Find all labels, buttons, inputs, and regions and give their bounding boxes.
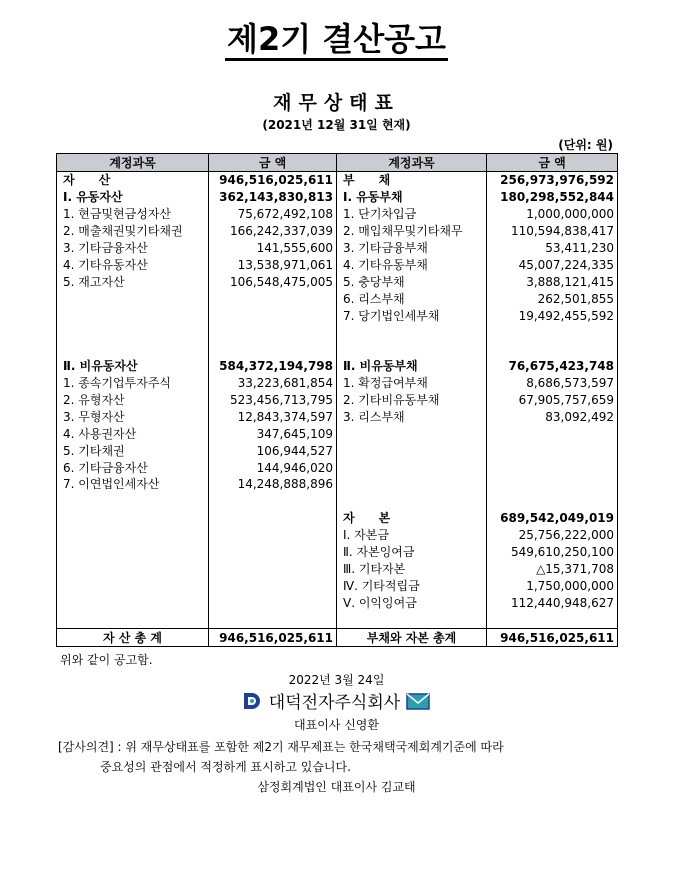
right-account-cell: 1. 확정급여부채 [337, 375, 487, 392]
right-amount-cell: 76,675,423,748 [508, 359, 614, 374]
right-amount-cell: 256,973,976,592 [500, 173, 614, 188]
table-row [57, 510, 618, 527]
left-amount-cell: 33,223,681,854 [209, 375, 337, 392]
right-amount-cell: 45,007,224,335 [518, 257, 614, 272]
right-account-cell: 3. 기타금융부채 [337, 240, 487, 257]
page-title: 제2기 결산공고 [0, 14, 673, 60]
table-row [57, 527, 618, 544]
right-account-cell: 자 본 [337, 510, 487, 527]
publish-date: 2022년 3월 24일 [288, 673, 385, 687]
left-amount-cell: 144,946,020 [209, 459, 337, 476]
table-row [57, 392, 618, 409]
table-header-row [57, 154, 618, 172]
right-amount-cell: 3,888,121,415 [526, 274, 614, 289]
right-account-cell: 6. 리스부채 [337, 290, 487, 307]
total-assets-label: 자 산 총 계 [57, 629, 209, 647]
right-amount-cell: 180,298,552,844 [500, 190, 614, 205]
left-amount-cell [209, 577, 337, 594]
table-row [57, 273, 618, 290]
right-account-cell: 2. 매입채무및기타채무 [337, 223, 487, 240]
header-amount-right: 금 액 [487, 154, 618, 172]
left-account-cell [57, 290, 209, 307]
right-account-cell: 2. 기타비유동부채 [337, 392, 487, 409]
left-amount-cell [209, 527, 337, 544]
left-account-cell [57, 527, 209, 544]
table-row [57, 256, 618, 273]
right-account-cell: Ⅱ. 비유동부채 [337, 358, 487, 375]
right-amount-cell: 262,501,855 [537, 291, 614, 306]
statement-title: 재무상태표 [273, 92, 400, 114]
notice-text: 위와 같이 공고함. [60, 653, 153, 667]
left-amount-cell [209, 324, 337, 341]
right-account-cell [337, 493, 487, 510]
left-amount-cell: 166,242,337,039 [209, 223, 337, 240]
table-row [57, 459, 618, 476]
table-row [57, 408, 618, 425]
right-account-cell: 5. 충당부채 [337, 273, 487, 290]
table-row [57, 442, 618, 459]
left-amount-cell [209, 290, 337, 307]
right-account-cell: 1. 단기차입금 [337, 206, 487, 223]
right-amount-cell: 8,686,573,597 [526, 376, 614, 391]
company-signature [0, 688, 673, 716]
right-amount-cell: 19,492,455,592 [518, 308, 614, 323]
left-account-cell [57, 577, 209, 594]
right-account-cell [337, 476, 487, 493]
table-row [57, 358, 618, 375]
total-liab-equity-label: 부채와 자본 총계 [337, 629, 487, 647]
right-amount-cell: 83,092,492 [545, 409, 614, 424]
right-amount-cell: 53,411,230 [545, 241, 614, 255]
right-account-cell [337, 459, 487, 476]
table-row [57, 290, 618, 307]
left-amount-cell: 584,372,194,798 [209, 358, 337, 375]
right-account-cell: Ⅴ. 이익잉여금 [337, 594, 487, 611]
left-amount-cell: 362,143,830,813 [209, 189, 337, 206]
right-amount-cell: 689,542,049,019 [500, 511, 614, 526]
left-amount-cell [209, 493, 337, 510]
table-row [57, 611, 618, 628]
left-account-cell: 자 산 [57, 172, 209, 189]
left-account-cell: 5. 재고자산 [57, 273, 209, 290]
left-amount-cell: 14,248,888,896 [209, 476, 337, 493]
company-name: 대덕전자주식회사 [268, 693, 401, 713]
right-account-cell [337, 425, 487, 442]
table-row [57, 189, 618, 206]
right-account-cell: 3. 리스부채 [337, 408, 487, 425]
left-amount-cell [209, 510, 337, 527]
right-amount-cell: 1,000,000,000 [526, 207, 614, 222]
table-row [57, 594, 618, 611]
right-amount-cell: 110,594,838,417 [510, 224, 614, 239]
right-amount-cell [487, 611, 618, 628]
audit-opinion-line2: 중요성의 관점에서 적정하게 표시하고 있습니다. [100, 760, 351, 774]
left-amount-cell [209, 560, 337, 577]
right-amount-cell: 67,905,757,659 [518, 393, 614, 408]
right-amount-cell: 25,756,222,000 [518, 528, 614, 543]
table-row [57, 560, 618, 577]
left-account-cell: 2. 매출채권및기타채권 [57, 223, 209, 240]
right-amount-cell [487, 341, 618, 358]
left-account-cell [57, 493, 209, 510]
left-amount-cell: 141,555,600 [209, 240, 337, 257]
right-account-cell [337, 442, 487, 459]
right-account-cell: 7. 당기법인세부채 [337, 307, 487, 324]
right-amount-cell [487, 476, 618, 493]
left-account-cell: 4. 사용권자산 [57, 425, 209, 442]
table-row [57, 375, 618, 392]
left-amount-cell: 12,843,374,597 [209, 408, 337, 425]
left-account-cell [57, 544, 209, 561]
right-account-cell: Ⅳ. 기타적립금 [337, 577, 487, 594]
left-account-cell: 3. 기타금융자산 [57, 240, 209, 257]
left-account-cell [57, 594, 209, 611]
left-account-cell [57, 324, 209, 341]
left-amount-cell [209, 594, 337, 611]
table-row [57, 476, 618, 493]
balance-sheet-table [56, 153, 618, 647]
table-row [57, 577, 618, 594]
right-account-cell: Ⅲ. 기타자본 [337, 560, 487, 577]
right-amount-cell: △15,371,708 [536, 561, 614, 576]
table-row [57, 240, 618, 257]
left-amount-cell [209, 341, 337, 358]
right-account-cell: 4. 기타유동부채 [337, 256, 487, 273]
left-account-cell [57, 510, 209, 527]
header-amount-left: 금 액 [209, 154, 337, 172]
left-account-cell: Ⅰ. 유동자산 [57, 189, 209, 206]
table-row [57, 206, 618, 223]
right-account-cell: 부 채 [337, 172, 487, 189]
left-account-cell [57, 307, 209, 324]
table-row [57, 223, 618, 240]
table-row [57, 307, 618, 324]
left-amount-cell: 523,456,713,795 [209, 392, 337, 409]
right-amount-cell [487, 442, 618, 459]
header-account-left: 계정과목 [57, 154, 209, 172]
unit-label: (단위: 원) [558, 138, 613, 152]
right-account-cell: Ⅰ. 자본금 [337, 527, 487, 544]
auditor-name: 삼정회계법인 대표이사 김교태 [257, 780, 416, 794]
left-account-cell: 5. 기타채권 [57, 442, 209, 459]
company-logo-icon [243, 691, 263, 716]
left-amount-cell: 106,548,475,005 [209, 273, 337, 290]
left-account-cell: 6. 기타금융자산 [57, 459, 209, 476]
right-account-cell: Ⅰ. 유동부채 [337, 189, 487, 206]
audit-opinion-line1: [감사의견] : 위 재무상태표를 포함한 제2기 재무제표는 한국채택국제회계기준에 따라 [58, 740, 504, 754]
right-account-cell [337, 324, 487, 341]
left-account-cell: 4. 기타유동자산 [57, 256, 209, 273]
table-row [57, 544, 618, 561]
left-amount-cell: 347,645,109 [209, 425, 337, 442]
left-amount-cell: 13,538,971,061 [209, 256, 337, 273]
left-account-cell [57, 560, 209, 577]
total-row [57, 629, 618, 647]
left-amount-cell [209, 611, 337, 628]
right-amount-cell [487, 459, 618, 476]
total-assets-amount: 946,516,025,611 [209, 629, 337, 647]
table-row [57, 425, 618, 442]
right-amount-cell [487, 324, 618, 341]
left-account-cell: Ⅱ. 비유동자산 [57, 358, 209, 375]
left-account-cell [57, 341, 209, 358]
table-row [57, 341, 618, 358]
total-liab-equity-amount: 946,516,025,611 [487, 629, 618, 647]
left-account-cell: 7. 이연법인세자산 [57, 476, 209, 493]
table-row [57, 493, 618, 510]
right-account-cell [337, 341, 487, 358]
left-amount-cell: 106,944,527 [209, 442, 337, 459]
right-amount-cell: 1,750,000,000 [526, 578, 614, 593]
right-account-cell [337, 611, 487, 628]
right-amount-cell [487, 493, 618, 510]
left-account-cell [57, 611, 209, 628]
right-amount-cell: 549,610,250,100 [510, 545, 614, 560]
right-account-cell: Ⅱ. 자본잉여금 [337, 544, 487, 561]
left-amount-cell: 75,672,492,108 [209, 206, 337, 223]
header-account-right: 계정과목 [337, 154, 487, 172]
company-seal-icon [406, 691, 430, 716]
left-amount-cell [209, 544, 337, 561]
table-body [57, 172, 618, 629]
table-row [57, 172, 618, 189]
right-amount-cell [487, 425, 618, 442]
left-account-cell: 1. 종속기업투자주식 [57, 375, 209, 392]
left-amount-cell [209, 307, 337, 324]
left-account-cell: 2. 유형자산 [57, 392, 209, 409]
left-account-cell: 3. 무형자산 [57, 408, 209, 425]
left-amount-cell: 946,516,025,611 [209, 172, 337, 189]
statement-date: (2021년 12월 31일 현재) [262, 118, 411, 132]
right-amount-cell: 112,440,948,627 [510, 595, 614, 610]
left-account-cell: 1. 현금및현금성자산 [57, 206, 209, 223]
table-row [57, 324, 618, 341]
ceo-name: 대표이사 신영환 [294, 718, 379, 732]
